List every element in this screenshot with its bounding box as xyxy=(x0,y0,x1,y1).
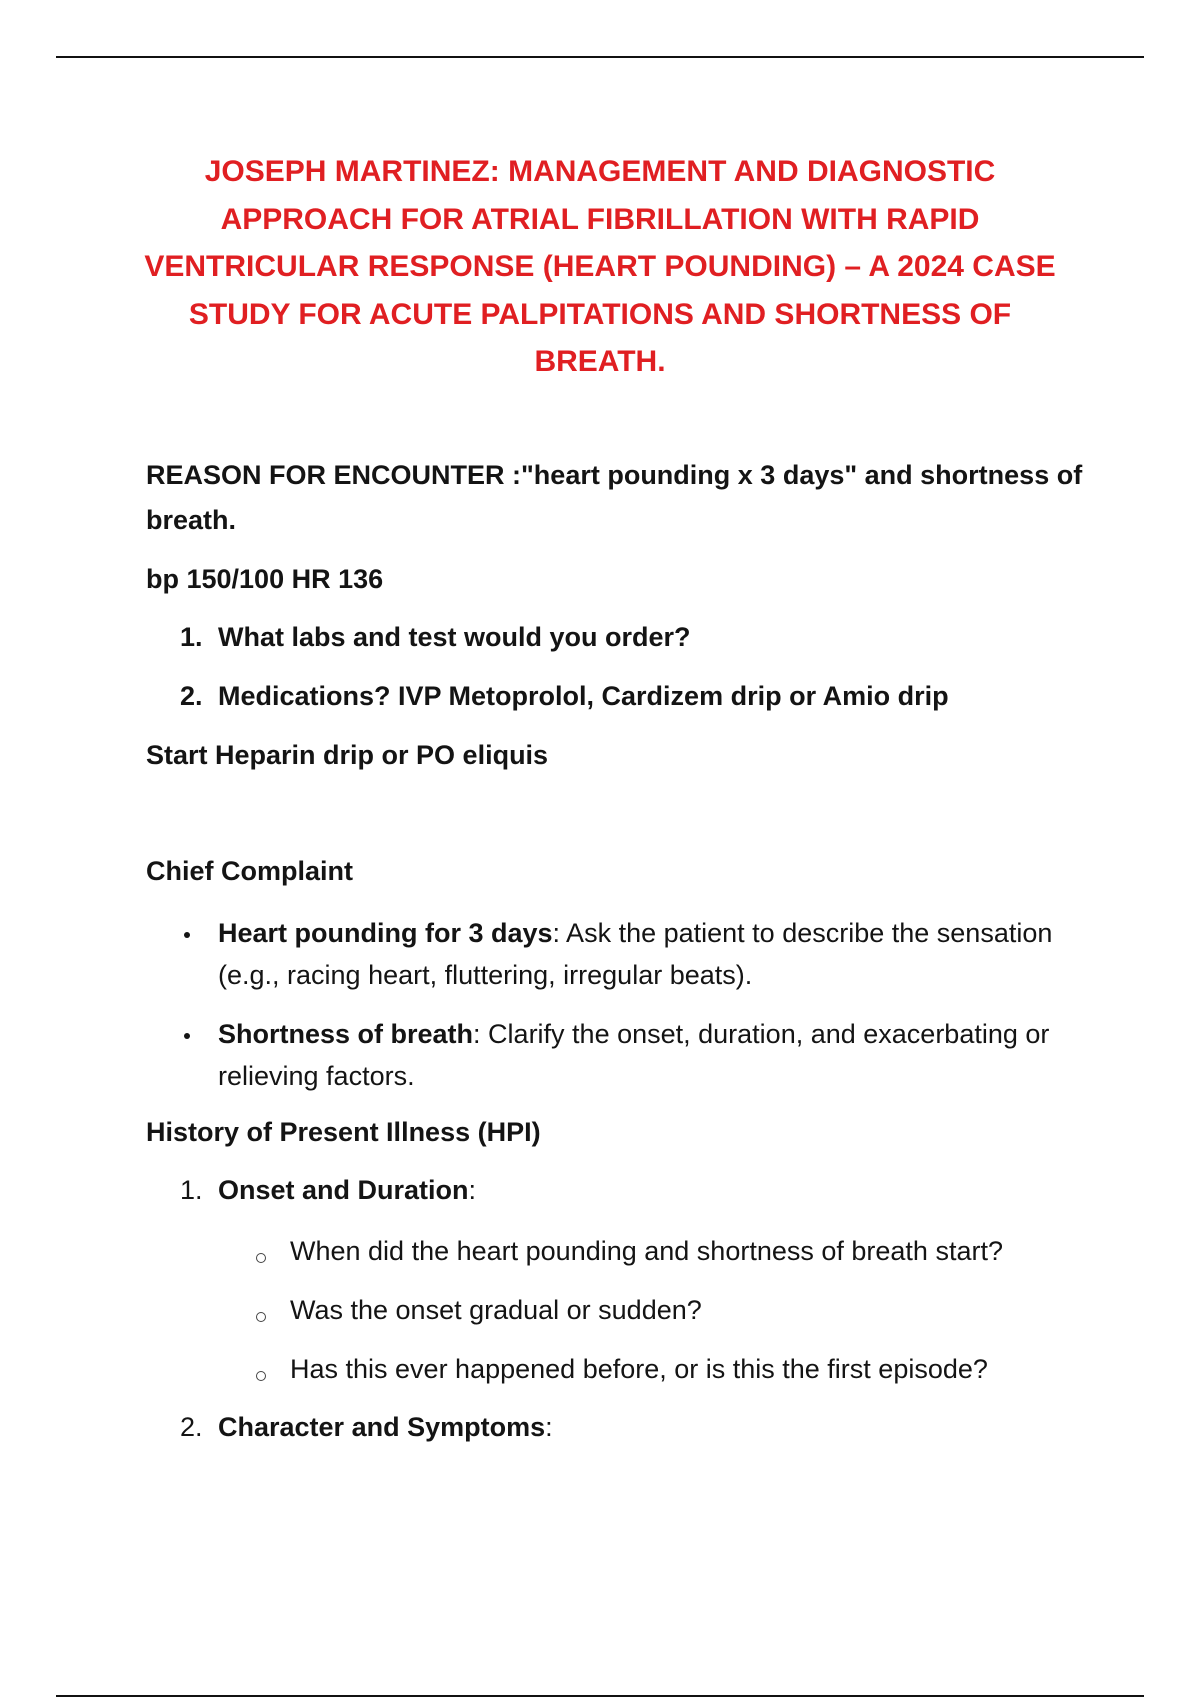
circle-bullet-icon xyxy=(256,1371,266,1381)
reason-line-1: REASON FOR ENCOUNTER :"heart pounding x 3 days" and shortness of xyxy=(146,460,1083,490)
vitals-line: bp 150/100 HR 136 xyxy=(146,564,384,594)
bullet-icon xyxy=(182,930,194,942)
hpi-section-suffix: : xyxy=(545,1412,553,1442)
hpi-section-suffix: : xyxy=(468,1175,477,1205)
question-text: What labs and test would you order? xyxy=(218,622,691,652)
complaint-detail: : Clarify the onset, duration, and exacerbating or relieving factors. xyxy=(218,1019,1050,1091)
complaint-item xyxy=(218,1013,1098,1097)
onset-question: Was the onset gradual or sudden? xyxy=(290,1295,702,1325)
complaint-label: Heart pounding for 3 days xyxy=(218,918,553,948)
document-title: JOSEPH MARTINEZ: MANAGEMENT AND DIAGNOSTIC APPROACH FOR ATRIAL FIBRILLATION WITH RAPID VENTRICULAR RESPONSE (HEART POUNDING) – A 2024 CASE STUDY FOR ACUTE PALPITATIONS AND SHORTNESS OF BREATH. xyxy=(144,155,1056,378)
question-text: Medications? IVP Metoprolol, Cardizem drip or Amio drip xyxy=(218,681,949,711)
hpi-section-label: Character and Symptoms xyxy=(218,1412,546,1442)
question-number: 2. xyxy=(180,681,203,711)
bottom-rule xyxy=(56,1695,1144,1697)
complaint-detail: : Ask the patient to describe the sensation (e.g., racing heart, fluttering, irregular beats). xyxy=(218,918,1053,990)
hpi-section-number: 1. xyxy=(180,1175,203,1205)
onset-question: When did the heart pounding and shortness of breath start? xyxy=(290,1236,1003,1266)
hpi-section-label: Onset and Duration xyxy=(218,1175,469,1205)
bullet-icon xyxy=(182,1031,194,1043)
hpi-heading: History of Present Illness (HPI) xyxy=(146,1117,541,1147)
top-rule xyxy=(56,56,1144,58)
complaint-item xyxy=(218,912,1098,996)
hpi-section-title xyxy=(218,1175,476,1206)
onset-question: Has this ever happened before, or is this the first episode? xyxy=(290,1354,988,1384)
chief-complaint-heading: Chief Complaint xyxy=(146,856,353,886)
anticoag-line: Start Heparin drip or PO eliquis xyxy=(146,740,549,770)
hpi-section-title xyxy=(218,1412,553,1443)
reason-line-2: breath. xyxy=(146,505,237,535)
circle-bullet-icon xyxy=(256,1253,266,1263)
question-number: 1. xyxy=(180,622,203,652)
hpi-section-number: 2. xyxy=(180,1412,203,1442)
complaint-label: Shortness of breath xyxy=(218,1019,474,1049)
circle-bullet-icon xyxy=(256,1312,266,1322)
